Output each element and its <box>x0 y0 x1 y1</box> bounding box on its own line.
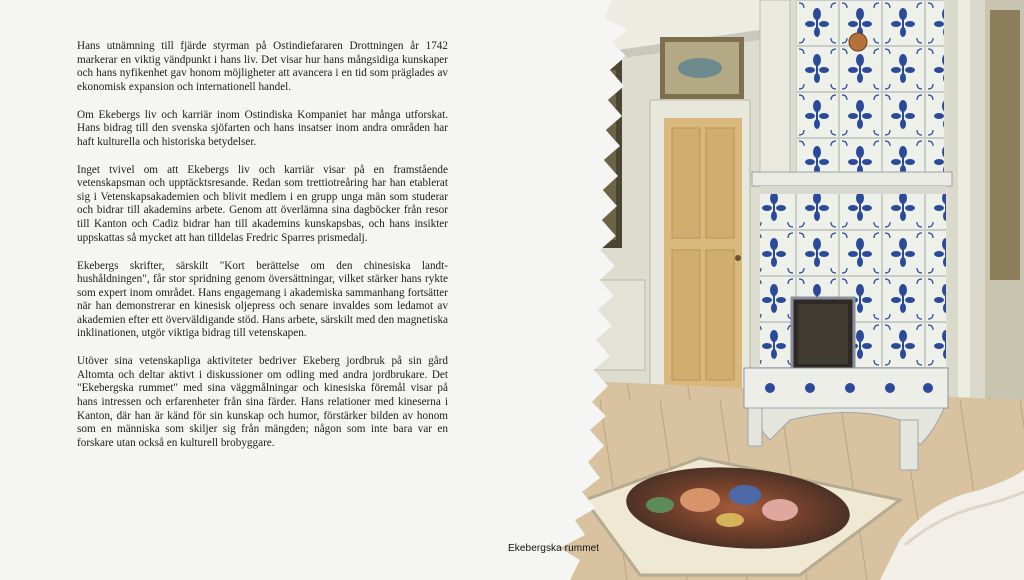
article-paragraph-2: Om Ekebergs liv och karriär inom Ostindiska Kompaniet har många utforskat. Hans bidrag till den svenska sjöfarten och hans insatser inom andra områden har haft kulturella och historiska betydelser. <box>77 108 448 148</box>
article-paragraph-5: Utöver sina vetenskapliga aktiviteter bedriver Ekeberg jordbruk på sin gård Altomta och deltar aktivt i diskussioner om odling med andra jordbrukare. Det "Ekebergska rummet" med sina väggmålningar och kinesiska föremål visar på hans intressen och erfarenheter från sina färder. Hans relationer med kineserna i Kanton, där han är känd för sin kunskap och humor, förstärker bilden av honom som en människa som skiljer sig från mängden; någon som inte bara var en forskare utan också en kulturell brobyggare. <box>77 355 448 449</box>
article-paragraph-3: Inget tvivel om att Ekebergs liv och karriär visar på en framstående vetenskapsman och upptäcktsresande. Redan som trettiotreåring har han etablerat sig i Vetenskapsakademien och blivit medlem i en grupp unga män som studerar och bidrar till akademins arbete. Genom att överlämna sina dagböcker från resor till Kanton och Cadiz bidrar han till akademins kunskapsbas, och hans insikter uppskattas så mycket att han tilldelas Fredric Sparres prismedalj. <box>77 163 448 244</box>
article-paragraph-4: Ekebergs skrifter, särskilt "Kort berättelse om den chinesiska landt-hushåldningen", får stor spridning genom översättningar, vilket stärker hans rykte som expert inom området. Hans engagemang i akademiska sammanhang fortsätter när han demonstrerar en kinesisk oljepress och senare invaldes som ledamot av akademien efter ett överväldigande stöd. Hans arbete, särskilt med den magnetiska inklinationen, utgör viktiga bidrag till vetenskapen. <box>77 259 448 340</box>
tile-stove-upper <box>796 0 944 175</box>
photo-caption: Ekebergska rummet <box>508 543 600 554</box>
photo-content <box>560 0 1024 580</box>
article-paragraph-1: Hans utnämning till fjärde styrman på Ostindiefararen Drottningen år 1742 markerar en viktig vändpunkt i hans liv. Det visar hur hans mångsidiga kunskaper och hans nyfikenhet gav honom möjligheter att avancera i en tid som präglades av ekonomisk expansion och internationell handel. <box>77 40 448 93</box>
